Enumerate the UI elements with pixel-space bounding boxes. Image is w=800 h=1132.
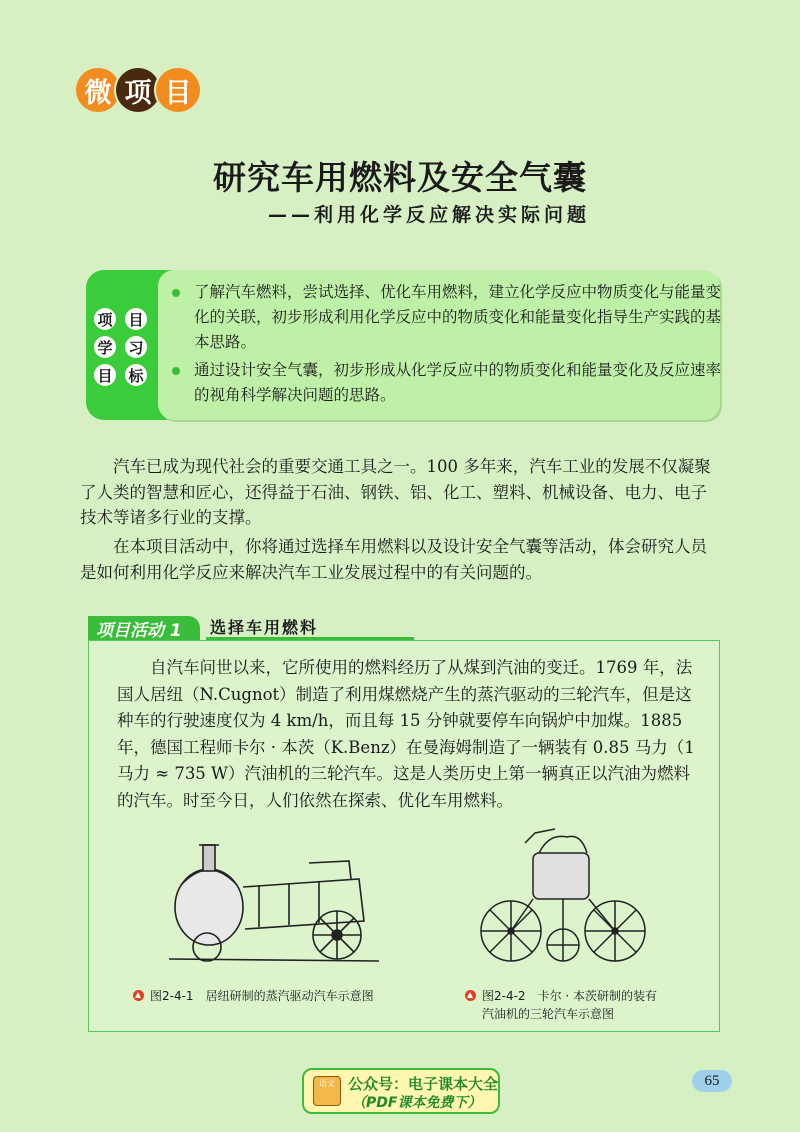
goals-tab-char: 项 <box>94 308 116 330</box>
bullet-icon <box>172 367 180 375</box>
goals-tab-char: 习 <box>125 336 147 358</box>
activity-text: 自汽车问世以来，它所使用的燃料经历了从煤到汽油的变迁。1769 年，法国人居纽（N.Cugnot）制造了利用煤燃烧产生的蒸汽驱动的三轮汽车，但是这种车的行驶速度仅为 4 km/h，而且每 15 分钟就要停车向锅炉中加煤。1885 年，德国工程师卡尔 · 本茨（K.Benz）在曼海姆制造了一辆装有 0.85 马力（1 马力 ≈ 735 W）汽油机的三轮汽车。这是人类历史上第一辆真正以汽油为燃料的汽车。时至今日，人们依然在探索、优化车用燃料。 <box>117 658 695 810</box>
goals-tab-char: 学 <box>94 336 116 358</box>
goal-text: 通过设计安全气囊，初步形成从化学反应中的物质变化和能量变化及反应速率的视角科学解决问题的思路。 <box>194 361 722 404</box>
intro-paragraph: 在本项目活动中，你将通过选择车用燃料以及设计安全气囊等活动，体会研究人员是如何利用化学反应来解决汽车工业发展过程中的有关问题的。 <box>80 537 707 582</box>
figure-marker-icon <box>133 990 144 1001</box>
goal-item <box>172 280 734 355</box>
learning-goals-panel <box>158 270 720 420</box>
steam-car-illustration <box>159 835 389 965</box>
figure-marker-icon <box>465 990 476 1001</box>
page-title: 研究车用燃料及安全气囊 <box>213 158 587 197</box>
book-icon <box>313 1076 341 1106</box>
badge-char-1: 微 <box>76 68 120 112</box>
micro-project-badge <box>76 68 196 112</box>
badge-char-3: 目 <box>156 68 200 112</box>
activity-label: 项目活动 1 <box>88 616 200 640</box>
intro-paragraph: 汽车已成为现代社会的重要交通工具之一。100 多年来，汽车工业的发展不仅凝聚了人类的智慧和匠心，还得益于石油、钢铁、铝、化工、塑料、机械设备、电力、电子技术等诸多行业的支撑。 <box>80 457 711 527</box>
figure-caption-text: 图2-4-2 卡尔 · 本茨研制的装有 <box>482 989 658 1003</box>
watermark-banner <box>302 1068 500 1114</box>
figure-caption-text: 汽油机的三轮汽车示意图 <box>482 1007 615 1021</box>
goals-tab-char: 标 <box>125 364 147 386</box>
page-subtitle: ——利用化学反应解决实际问题 <box>268 204 591 226</box>
badge-char-2: 项 <box>116 68 160 112</box>
figure-caption <box>465 987 685 1023</box>
figure-caption-text: 图2-4-1 居纽研制的蒸汽驱动汽车示意图 <box>150 989 374 1003</box>
book-icon-text: 语文 <box>319 1079 335 1088</box>
activity-box <box>88 640 720 1032</box>
figure-caption <box>133 987 433 1005</box>
benz-tricycle-illustration <box>479 823 649 973</box>
page-number: 65 <box>692 1070 732 1092</box>
activity-name: 选择车用燃料 <box>206 616 414 640</box>
goal-text: 了解汽车燃料，尝试选择、优化车用燃料，建立化学反应中物质变化与能量变化的关联，初步形成利用化学反应中的物质变化和能量变化指导生产实践的基本思路。 <box>194 283 722 351</box>
goals-tab-char: 目 <box>94 364 116 386</box>
goals-tab-char: 目 <box>125 308 147 330</box>
watermark-line-1: 公众号：电子课本大全 <box>348 1075 499 1093</box>
bullet-icon <box>172 289 180 297</box>
goal-item <box>172 358 734 408</box>
learning-goals-box <box>86 270 720 420</box>
watermark-line-2: （PDF课本免费下） <box>352 1095 482 1111</box>
